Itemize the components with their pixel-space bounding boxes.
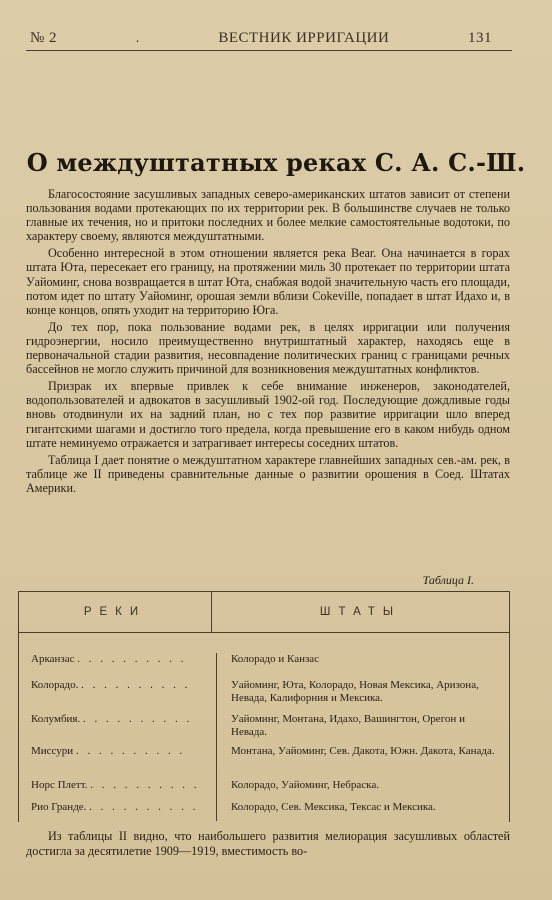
table-rivers-states [18,591,510,822]
table-row [19,653,509,679]
states-cell: Колорадо, Уайоминг, Небраска. [216,779,509,801]
article-body [26,187,510,498]
states-cell: Колорадо, Сев. Мексика, Тексас и Мексика. [216,801,509,821]
dot-leader: . . . . . . . . . . [83,713,193,725]
river-name: Колорадо. [31,679,79,691]
header-rule [26,50,512,51]
issue-number: № 2 [30,30,58,46]
dot-leader: . . . . . . . . . . [89,801,199,813]
paragraph: До тех пор, пока пользование водами рек, в целях ирригации или получения гидроэнергии, носило преимущественно внутриштатный характер, находясь еще в первоначальной стадии развития, несовпадение политических границ с границами речных бассейнов не могло служить причиной для возникновения междуштатных конфликтов. [26,319,510,377]
states-cell: Уайоминг, Юта, Колорадо, Новая Мексика, Аризона, Невада, Калифорния и Мексика. [216,679,509,713]
page-number: 131 [467,30,492,46]
states-cell: Колорадо и Канзас [216,653,509,679]
journal-title: ВЕСТНИК ИРРИГАЦИИ [218,30,390,46]
article-title: О междуштатных реках С. А. С.-Ш. [26,148,526,177]
river-name: Норс Плетт. [31,779,88,791]
header-dot: . [135,31,140,46]
river-name: Миссури [31,745,74,757]
dot-leader: . . . . . . . . . . [81,679,191,691]
paragraph: Призрак их впервые привлек к себе внимание инженеров, законодателей, водопользователей и адвокатов в засушливый 1902-ой год. Последующие дождливые годы вновь отодвинули их на задний план, но с тех пор развитие ирригации шло вперед гигантскими шагами и достигло того предела, когда превышение его в каком нибудь одном штате неминуемо отражается и затрагивает интересы соседних штатов. [26,379,510,450]
river-name: Арканзас [31,653,75,665]
table-row [19,801,509,821]
table-row [19,679,509,713]
paragraph: Благосостояние засушливых западных северо-американских штатов зависит от степени пользования водами протекающих по их территории рек. В большинстве случаев не только главные их течения, но и притоки последних и более мелкие самостоятельные водотоки, по характеру своему, являются междуштатными. [26,187,510,244]
table-caption: Таблица I. [422,573,474,587]
states-cell: Уайоминг, Монтана, Идахо, Вашингтон, Орегон и Невада. [216,713,509,745]
paragraph: Таблица I дает понятие о междуштатном характере главнейших западных сев.-ам. рек, в таблице же II приведены сравнительные данные о развитии орошения в Соед. Штатах Америки. [26,452,510,495]
table-body [19,653,509,821]
table-row [19,745,509,779]
running-header [30,30,492,47]
paragraph: Особенно интересной в этом отношении является река Bear. Она начинается в горах штата Юта, пересекает его границу, на протяжении миль 30 протекает по территории штата Уайоминг, снова возвращается в штат Юта, снабжая водой значительную часть его площади, потом идет по штату Уайоминг, орошая земли вблизи Cokeville, попадает в штат Идахо и, в конце концов, опять уходит на территорию Юга. [26,246,510,317]
table-header [19,592,509,633]
dot-leader: . . . . . . . . . . [75,745,186,757]
col-header-states: ШТАТЫ [319,606,402,618]
river-name: Рио Гранде. [31,801,87,813]
table-row [19,779,509,801]
continuation-paragraph: Из таблицы II видно, что наибольшего развития мелиорация засушливых областей достигла за десятилетие 1909—1919, вместимость во- [26,829,510,858]
col-header-rivers: РЕКИ [19,592,212,632]
states-cell: Монтана, Уайоминг, Сев. Дакота, Южн. Дакота, Канада. [216,745,509,779]
table-row [19,713,509,745]
river-name: Колумбия. [31,713,81,725]
dot-leader: . . . . . . . . . . [77,653,187,665]
dot-leader: . . . . . . . . . . [90,779,200,791]
